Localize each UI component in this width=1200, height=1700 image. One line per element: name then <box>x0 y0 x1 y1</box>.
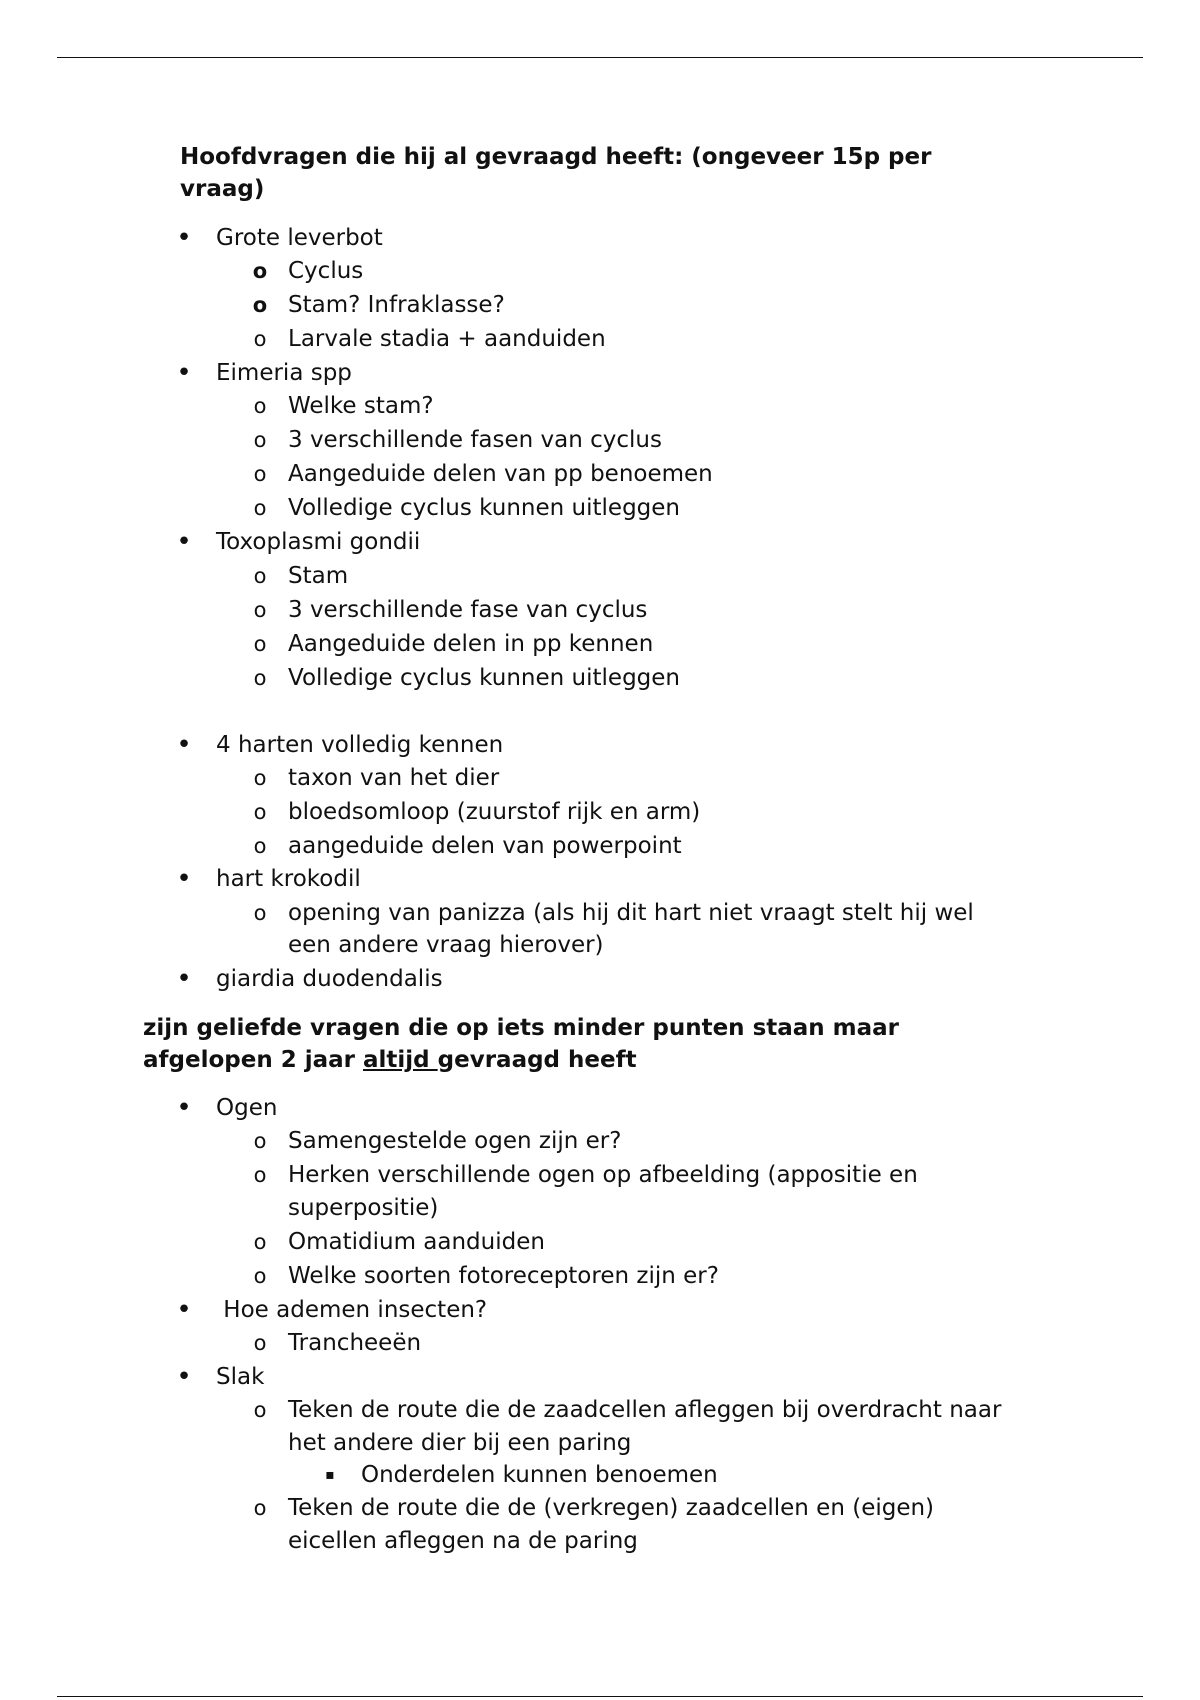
sub-list-item: Stam? Infraklasse? <box>288 292 505 318</box>
section2-title-underlined: altijd <box>363 1047 438 1073</box>
sub-list-item: bloedsomloop (zuurstof rijk en arm) <box>288 799 701 825</box>
sub-list-item-continuation: eicellen afleggen na de paring <box>288 1528 638 1554</box>
circle-marker: o <box>253 564 267 588</box>
footer-rule <box>57 1696 1143 1697</box>
circle-marker: o <box>253 1331 267 1355</box>
circle-marker: o <box>253 1264 267 1288</box>
circle-marker: o <box>253 1230 267 1254</box>
circle-marker: o <box>253 901 267 925</box>
circle-marker: o <box>253 428 267 452</box>
section1-title-line2: vraag) <box>180 176 265 202</box>
circle-marker: o <box>253 598 267 622</box>
sub-list-item: Welke stam? <box>288 393 434 419</box>
header-rule <box>57 57 1143 58</box>
bullet-marker: • <box>176 1093 192 1123</box>
bullet-marker: • <box>176 964 192 994</box>
list-item: Grote leverbot <box>216 225 383 251</box>
sub-sub-list-item: Onderdelen kunnen benoemen <box>361 1462 718 1488</box>
list-item: Hoe ademen insecten? <box>216 1297 488 1323</box>
sub-list-item-continuation: het andere dier bij een paring <box>288 1430 632 1456</box>
circle-marker: o <box>253 632 267 656</box>
section2-title-line2 <box>143 1044 637 1076</box>
circle-marker: o <box>252 293 268 317</box>
circle-marker: o <box>253 800 267 824</box>
sub-list-item: aangeduide delen van powerpoint <box>288 833 682 859</box>
sub-list-item: Samengestelde ogen zijn er? <box>288 1128 622 1154</box>
section2-title-part-a: afgelopen 2 jaar <box>143 1047 364 1073</box>
list-item: Eimeria spp <box>216 360 352 386</box>
square-marker: ▪ <box>325 1467 335 1483</box>
sub-list-item: Cyclus <box>288 258 364 284</box>
bullet-marker: • <box>176 864 192 894</box>
sub-list-item: Stam <box>288 563 349 589</box>
sub-list-item: Teken de route die de zaadcellen afleggen bij overdracht naar <box>288 1397 1002 1423</box>
bullet-marker: • <box>176 527 192 557</box>
circle-marker: o <box>252 259 268 283</box>
list-item: Slak <box>216 1364 265 1390</box>
section2-title-part-b: gevraagd heeft <box>437 1047 637 1073</box>
sub-list-item: Teken de route die de (verkregen) zaadcellen en (eigen) <box>288 1495 935 1521</box>
bullet-marker: • <box>176 1362 192 1392</box>
sub-list-item: Aangeduide delen van pp benoemen <box>288 461 713 487</box>
bullet-marker: • <box>176 358 192 388</box>
list-item: giardia duodendalis <box>216 966 443 992</box>
sub-list-item: taxon van het dier <box>288 765 500 791</box>
circle-marker: o <box>253 1496 267 1520</box>
circle-marker: o <box>253 666 267 690</box>
circle-marker: o <box>253 834 267 858</box>
sub-list-item: Volledige cyclus kunnen uitleggen <box>288 495 680 521</box>
list-item: Ogen <box>216 1095 278 1121</box>
sub-list-item: Herken verschillende ogen op afbeelding (appositie en <box>288 1162 918 1188</box>
circle-marker: o <box>253 766 267 790</box>
bullet-marker: • <box>176 223 192 253</box>
sub-list-item: Larvale stadia + aanduiden <box>288 326 606 352</box>
sub-list-item-continuation: superpositie) <box>288 1195 439 1221</box>
list-item: Toxoplasmi gondii <box>216 529 421 555</box>
sub-list-item: Trancheeën <box>288 1330 422 1356</box>
sub-list-item-continuation: een andere vraag hierover) <box>288 932 604 958</box>
circle-marker: o <box>253 496 267 520</box>
section1-title-line1: Hoofdvragen die hij al gevraagd heeft: (ongeveer 15p per <box>180 144 932 170</box>
sub-list-item: Welke soorten fotoreceptoren zijn er? <box>288 1263 719 1289</box>
sub-list-item: Aangeduide delen in pp kennen <box>288 631 654 657</box>
circle-marker: o <box>253 1129 267 1153</box>
section2-title-line1: zijn geliefde vragen die op iets minder punten staan maar <box>143 1015 900 1041</box>
sub-list-item: opening van panizza (als hij dit hart niet vraagt stelt hij wel <box>288 900 974 926</box>
list-item: hart krokodil <box>216 866 361 892</box>
list-item: 4 harten volledig kennen <box>216 732 504 758</box>
sub-list-item: 3 verschillende fasen van cyclus <box>288 427 662 453</box>
circle-marker: o <box>253 1398 267 1422</box>
bullet-marker: • <box>176 1295 192 1325</box>
circle-marker: o <box>253 327 267 351</box>
bullet-marker: • <box>176 730 192 760</box>
sub-list-item: Volledige cyclus kunnen uitleggen <box>288 665 680 691</box>
sub-list-item: Omatidium aanduiden <box>288 1229 545 1255</box>
sub-list-item: 3 verschillende fase van cyclus <box>288 597 648 623</box>
circle-marker: o <box>253 462 267 486</box>
circle-marker: o <box>253 394 267 418</box>
circle-marker: o <box>253 1163 267 1187</box>
